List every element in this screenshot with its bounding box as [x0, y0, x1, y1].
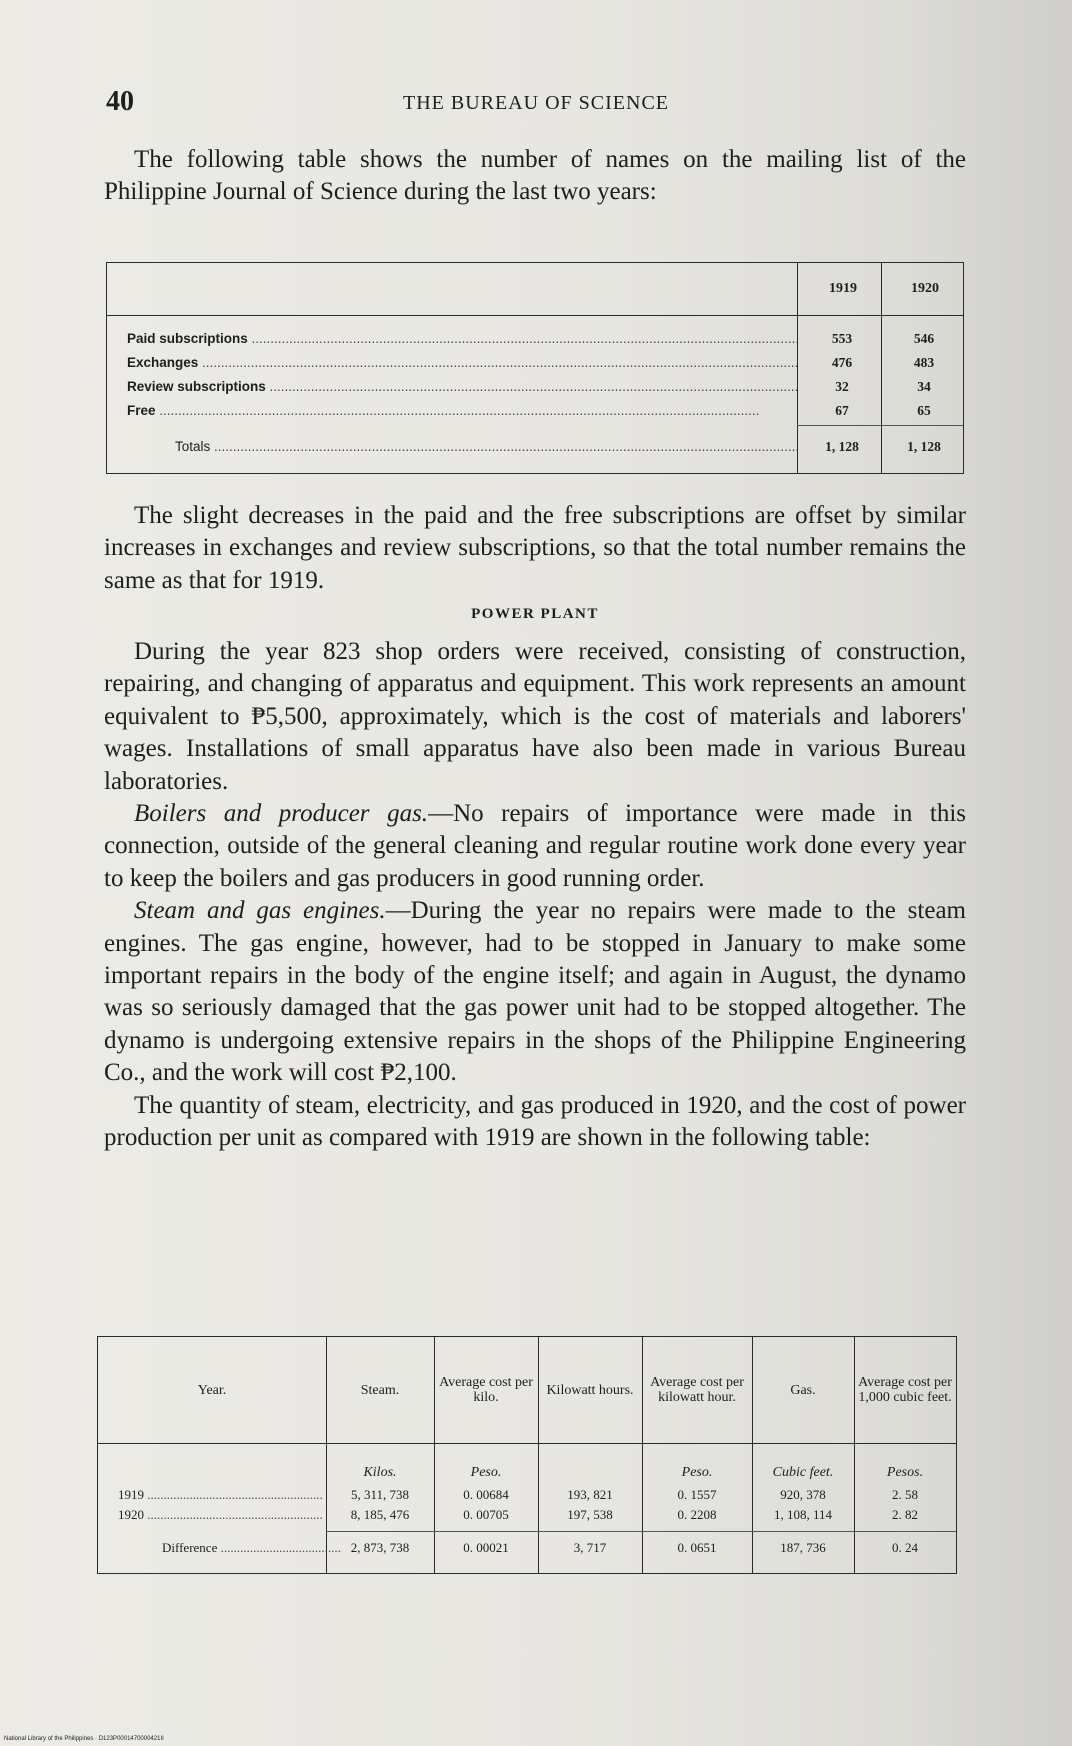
table-intro-text: The quantity of steam, electricity, and gas produced in 1920, and the cost of power production per unit as compared with 1919 are shown in the following table:	[104, 1091, 966, 1152]
unit-cost-per-kwh: Peso.	[681, 1465, 713, 1480]
engines-title: Steam and gas engines.	[134, 897, 386, 925]
cell-1919: 553	[831, 331, 853, 346]
header-rule	[98, 1443, 956, 1444]
difference-rule	[326, 1531, 956, 1532]
diff-cost-per-1000-cubic-feet: 0. 24	[892, 1540, 918, 1555]
intro-text: The following table shows the number of names on the mailing list of the Philippine Journal of Science during the last two years:	[104, 146, 966, 206]
header-cost-per-1000-cubic-feet: Average cost per 1,000 cubic feet.	[858, 1375, 952, 1405]
table-row	[107, 331, 963, 355]
diff-kilowatt-hours: 3, 717	[573, 1540, 607, 1555]
boilers-text: —No repairs of importance were made in this connection, outside of the general cleaning and regular routine work done every year to keep the boilers and gas producers in good running order.	[104, 800, 967, 892]
row-label: Paid subscriptions .....	[127, 331, 797, 346]
totals-rule	[797, 425, 963, 426]
row-label: Review subscriptions .....	[127, 379, 797, 394]
page-header	[106, 86, 966, 126]
cell-1919: 67	[835, 403, 849, 418]
cell-cost-per-1000-cubic-feet: 2. 58	[892, 1487, 918, 1502]
diff-steam: 2, 873, 738	[350, 1540, 410, 1555]
cell-cost-per-kilo: 0. 00684	[463, 1487, 509, 1502]
table-row	[107, 355, 963, 379]
engines-text: —During the year no repairs were made to the steam engines. The gas engine, however, had to be stopped in January to make some important repairs in the body of the engine itself; and again in August, the dynamo was so seriously damaged that the gas power unit had to be stopped altogether. The dynamo is undergoing extensive repairs in the shops of the Philippine Engineering Co., and the work will cost ₱2,100.	[104, 897, 966, 1087]
column-header-1919: 1919	[829, 281, 857, 296]
cell-cost-per-kilo: 0. 00705	[463, 1507, 509, 1522]
boilers-paragraph	[104, 798, 966, 895]
cell-1920: 34	[917, 379, 931, 394]
row-label: Exchanges .....	[127, 355, 797, 370]
intro-paragraph	[104, 144, 966, 209]
shop-orders-text: During the year 823 shop orders were received, consisting of construction, repairing, and changing of apparatus and equipment. This work represents an amount equivalent to ₱5,500, approximately, which is the cost of materials and laborers' wages. Installations of small apparatus have also been made in various Bureau laboratories.	[104, 638, 966, 795]
cell-gas: 920, 378	[780, 1487, 826, 1502]
table-row	[107, 403, 963, 427]
difference-label: Difference .....	[118, 1540, 342, 1556]
totals-row	[107, 439, 963, 463]
total-1920: 1, 128	[907, 439, 941, 454]
row-label: 1920 .....	[118, 1507, 322, 1523]
column-header-1920: 1920	[911, 281, 939, 296]
running-title: THE BUREAU OF SCIENCE	[402, 92, 669, 114]
cell-cost-per-kwh: 0. 2208	[677, 1507, 717, 1522]
cell-1919: 476	[831, 355, 853, 370]
header-steam: Steam.	[360, 1382, 400, 1398]
row-label: Free .....	[127, 403, 797, 418]
scan-footer: National Library of the Philippines · D123P0001470000421II	[4, 1736, 164, 1742]
cell-1920: 65	[917, 403, 931, 418]
cell-1920: 483	[913, 355, 935, 370]
totals-label: Totals .....	[175, 439, 797, 454]
diff-gas: 187, 736	[780, 1540, 826, 1555]
unit-gas: Cubic feet.	[772, 1465, 834, 1480]
cell-1919: 32	[835, 379, 849, 394]
cell-cost-per-kwh: 0. 1557	[677, 1487, 717, 1502]
unit-cost-per-1000-cubic-feet: Pesos.	[886, 1465, 924, 1480]
subscription-paragraph	[104, 500, 966, 597]
subscription-text: The slight decreases in the paid and the free subscriptions are offset by similar increases in exchanges and review subscriptions, so that the total number remains the same as that for 1919.	[104, 502, 966, 594]
diff-cost-per-kwh: 0. 0651	[677, 1540, 717, 1555]
mailing-list-table	[106, 262, 964, 474]
power-plant-paragraphs	[104, 636, 966, 1155]
cell-1920: 546	[913, 331, 935, 346]
cell-kilowatt-hours: 193, 821	[567, 1487, 613, 1502]
unit-cost-per-kilo: Peso.	[470, 1465, 502, 1480]
power-production-table	[97, 1336, 957, 1574]
row-label: 1919 .....	[118, 1487, 322, 1503]
table-row	[107, 379, 963, 403]
cell-gas: 1, 108, 114	[773, 1507, 833, 1522]
total-1919: 1, 128	[825, 439, 859, 454]
section-heading: POWER PLANT	[471, 606, 599, 622]
unit-steam: Kilos.	[363, 1465, 397, 1480]
cell-kilowatt-hours: 197, 538	[567, 1507, 613, 1522]
header-cost-per-kwh: Average cost per kilowatt hour.	[650, 1375, 744, 1405]
header-cost-per-kilo: Average cost per kilo.	[439, 1375, 533, 1405]
header-rule	[107, 315, 963, 316]
header-year: Year.	[197, 1382, 227, 1398]
page-number: 40	[106, 86, 134, 117]
boilers-title: Boilers and producer gas.	[134, 800, 429, 828]
cell-steam: 8, 185, 476	[350, 1507, 410, 1522]
cell-steam: 5, 311, 738	[350, 1487, 410, 1502]
header-gas: Gas.	[790, 1382, 816, 1398]
cell-cost-per-1000-cubic-feet: 2. 82	[892, 1507, 918, 1522]
header-kilowatt-hours: Kilowatt hours.	[546, 1382, 634, 1398]
diff-cost-per-kilo: 0. 00021	[463, 1540, 509, 1555]
engines-paragraph	[104, 895, 966, 1089]
